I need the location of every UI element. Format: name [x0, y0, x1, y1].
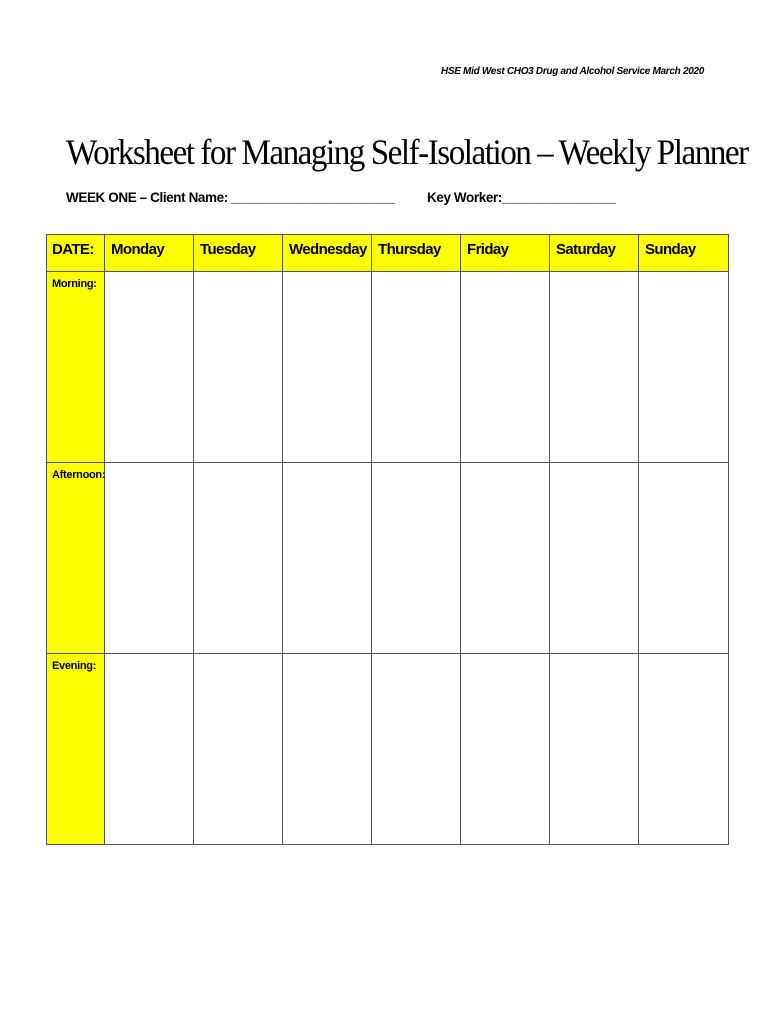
day-header-tuesday: Tuesday — [194, 235, 283, 272]
cell-monday-evening[interactable] — [105, 654, 194, 845]
cell-monday-afternoon[interactable] — [105, 463, 194, 654]
day-header-monday: Monday — [105, 235, 194, 272]
cell-tuesday-afternoon[interactable] — [194, 463, 283, 654]
slot-label-afternoon: Afternoon: — [47, 463, 105, 654]
cell-thursday-evening[interactable] — [372, 654, 461, 845]
slot-label-morning: Morning: — [47, 272, 105, 463]
cell-sunday-morning[interactable] — [639, 272, 729, 463]
key-worker-line: Key Worker:________________ — [427, 190, 616, 205]
cell-friday-morning[interactable] — [461, 272, 550, 463]
day-header-sunday: Sunday — [639, 235, 729, 272]
cell-sunday-evening[interactable] — [639, 654, 729, 845]
cell-tuesday-morning[interactable] — [194, 272, 283, 463]
cell-friday-evening[interactable] — [461, 654, 550, 845]
header-note: HSE Mid West CHO3 Drug and Alcohol Service March 2020 — [440, 66, 704, 77]
day-header-wednesday: Wednesday — [283, 235, 372, 272]
table-row-morning — [47, 272, 729, 463]
day-header-thursday: Thursday — [372, 235, 461, 272]
table-header-row — [47, 235, 729, 272]
cell-thursday-morning[interactable] — [372, 272, 461, 463]
weekly-planner-table — [46, 234, 729, 845]
cell-saturday-evening[interactable] — [550, 654, 639, 845]
cell-tuesday-evening[interactable] — [194, 654, 283, 845]
cell-sunday-afternoon[interactable] — [639, 463, 729, 654]
slot-label-evening: Evening: — [47, 654, 105, 845]
week-client-line: WEEK ONE – Client Name: _______________________ — [66, 190, 395, 205]
day-header-friday: Friday — [461, 235, 550, 272]
date-header: DATE: — [47, 235, 105, 272]
cell-wednesday-afternoon[interactable] — [283, 463, 372, 654]
cell-wednesday-morning[interactable] — [283, 272, 372, 463]
cell-thursday-afternoon[interactable] — [372, 463, 461, 654]
page-title: Worksheet for Managing Self-Isolation – Weekly Planner — [66, 132, 748, 172]
cell-saturday-morning[interactable] — [550, 272, 639, 463]
day-header-saturday: Saturday — [550, 235, 639, 272]
table-row-evening — [47, 654, 729, 845]
cell-saturday-afternoon[interactable] — [550, 463, 639, 654]
cell-wednesday-evening[interactable] — [283, 654, 372, 845]
cell-monday-morning[interactable] — [105, 272, 194, 463]
table-row-afternoon — [47, 463, 729, 654]
cell-friday-afternoon[interactable] — [461, 463, 550, 654]
